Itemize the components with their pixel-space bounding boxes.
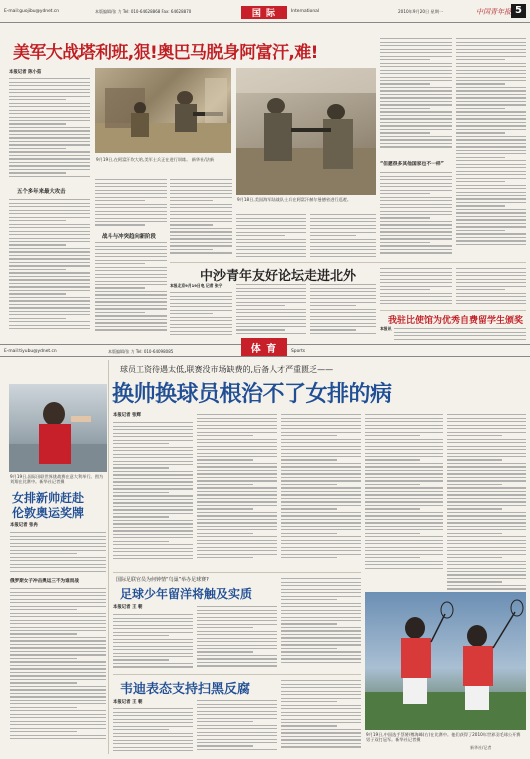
article-body-col2-b	[95, 240, 167, 340]
sports-body-col1	[113, 420, 193, 570]
divider-forum-top	[170, 262, 526, 263]
article-body-col3	[170, 177, 232, 260]
badminton-photo	[365, 592, 526, 730]
forum-body-col2	[236, 282, 306, 340]
forum-headline: 中沙青年友好论坛走进北外	[200, 269, 357, 284]
top-story-byline: 本报记者 陈小茹	[9, 70, 42, 75]
sports-section-english: Sports	[291, 349, 306, 354]
article-body-col1-b	[9, 197, 90, 340]
athlete-photo-caption: 9月19日,国际田联世界挑战赛在意大利举行。图为刘翔在比赛中。新华社记者摄	[10, 474, 104, 485]
forum-body-col3	[310, 282, 376, 340]
photo1-caption: 9月19日,在阿富汗坎大哈,美军士兵正在进行训练。 新华社/法新	[96, 157, 215, 162]
sports-section-title: 体 育	[250, 343, 278, 355]
page-number-box	[511, 4, 526, 18]
top-headline: 美军大战塔利班,狠!奥巴马脱身阿富汗,难!	[13, 43, 318, 63]
sports-kicker: 球员工资待遇太低,联赛没市场缺费的,后备人才严重匮乏——	[120, 365, 334, 374]
soldiers-photo-art	[95, 68, 231, 153]
article-body-col5	[310, 212, 376, 262]
section-label-box	[241, 6, 287, 19]
header-editor-info: 本版编辑/张 力 Tel: 010-64628868 Fax: 64628870	[95, 9, 192, 14]
football-byline: 本报记者 王 朝	[113, 605, 143, 610]
afghanistan-photo-2	[236, 68, 376, 195]
article-body-col6	[380, 36, 452, 156]
section-title: 国 际	[251, 9, 277, 19]
sports-email: E-mail:tiyubu@ydnet.cn	[4, 349, 57, 354]
football-kicker: 国际足联官员为何钟情“鸟巢”举办足球赛?	[116, 577, 209, 583]
sports-editor-info: 本版编辑/张 力 Tel: 010-64098085	[108, 349, 174, 354]
weidi-byline: 本报记者 王 朝	[113, 700, 143, 705]
right-col-subhead: “但愿很多其他国家也不一样”	[380, 162, 444, 167]
weidi-headline: 韦迪表态支持扫黑反腐	[120, 682, 251, 697]
football-headline: 足球少年留洋将触及实质	[120, 587, 253, 601]
article-body-col2	[95, 177, 167, 230]
embassy-headline: 我驻比使馆为优秀自费留学生颁奖	[388, 316, 524, 326]
header-email: E-mail:guojibu@ydnet.cn	[4, 9, 60, 14]
page-number: 5	[515, 5, 522, 16]
badminton-credit: 新华社/记者	[470, 745, 492, 750]
sports-body-col2	[197, 412, 277, 570]
sports-body-col3	[281, 412, 361, 570]
sports-section-box	[241, 338, 287, 356]
sports-main-byline: 本报记者 张辉	[113, 413, 141, 418]
embassy-body	[394, 326, 526, 341]
article-body-col6-b	[380, 170, 452, 262]
weidi-body-col3	[281, 678, 361, 754]
sports-header-bar	[0, 344, 530, 357]
marines-photo-art	[236, 68, 376, 195]
article-body-col7	[456, 36, 526, 262]
left-column-divider	[108, 360, 109, 754]
photo2-caption: 9月18日,美国海军陆战队士兵在阿富汗赫尔曼德省进行巡逻。	[237, 197, 352, 202]
header-date: 2010年9月20日 星期一	[398, 9, 444, 14]
badminton-photo-art	[365, 592, 526, 730]
left-feature-body-b	[10, 586, 106, 751]
forum-body-col4	[380, 266, 452, 309]
forum-body-col1	[170, 290, 232, 340]
athlete-photo-art	[9, 384, 107, 472]
middle-subhead: 战斗与冲突趋向新阶段	[102, 234, 156, 240]
left-feature-subhead: 俄罗斯女子冲击奥运三不为谁而战	[10, 579, 79, 584]
section-english: International	[291, 9, 320, 14]
divider-football	[113, 572, 361, 573]
football-body-col2	[197, 604, 277, 672]
sports-main-headline: 换帅换球员根治不了女排的病	[112, 382, 392, 407]
embassy-byline: 本报讯	[380, 326, 392, 331]
weidi-body-col2	[197, 698, 277, 754]
left-feature-headline-2: 伦敦奥运奖牌	[12, 506, 85, 520]
article-body-col4	[236, 212, 306, 262]
newspaper-brand: 中国青年报	[476, 8, 511, 16]
divider-embassy	[380, 310, 526, 311]
left-feature-byline: 本报记者 张冉	[10, 523, 38, 528]
afghanistan-photo-1	[95, 68, 231, 153]
top-story-subhead: 五个多年来最大攻击	[17, 189, 66, 195]
forum-body-col5	[456, 266, 526, 309]
forum-byline: 本报北京9月19日电 记者 张宁	[170, 283, 223, 288]
badminton-caption: 9月19日,中国选手蔡赟/傅海峰(右)在比赛中。他们获得了2010年世界羽毛球公开赛男子双打冠军。新华社记者摄	[366, 732, 521, 743]
football-body-col1	[113, 612, 193, 672]
international-header-bar	[0, 0, 530, 23]
left-feature-headline-1: 女排新帅赶赴	[12, 491, 85, 505]
sports-body-col5	[447, 412, 526, 604]
divider-weidi	[113, 674, 361, 675]
athlete-photo	[9, 384, 107, 472]
football-body-col3	[281, 576, 361, 672]
left-feature-body-a	[10, 530, 106, 574]
weidi-body-col1	[113, 706, 193, 754]
article-body-col1-a	[9, 76, 90, 183]
sports-body-col4	[365, 412, 443, 582]
